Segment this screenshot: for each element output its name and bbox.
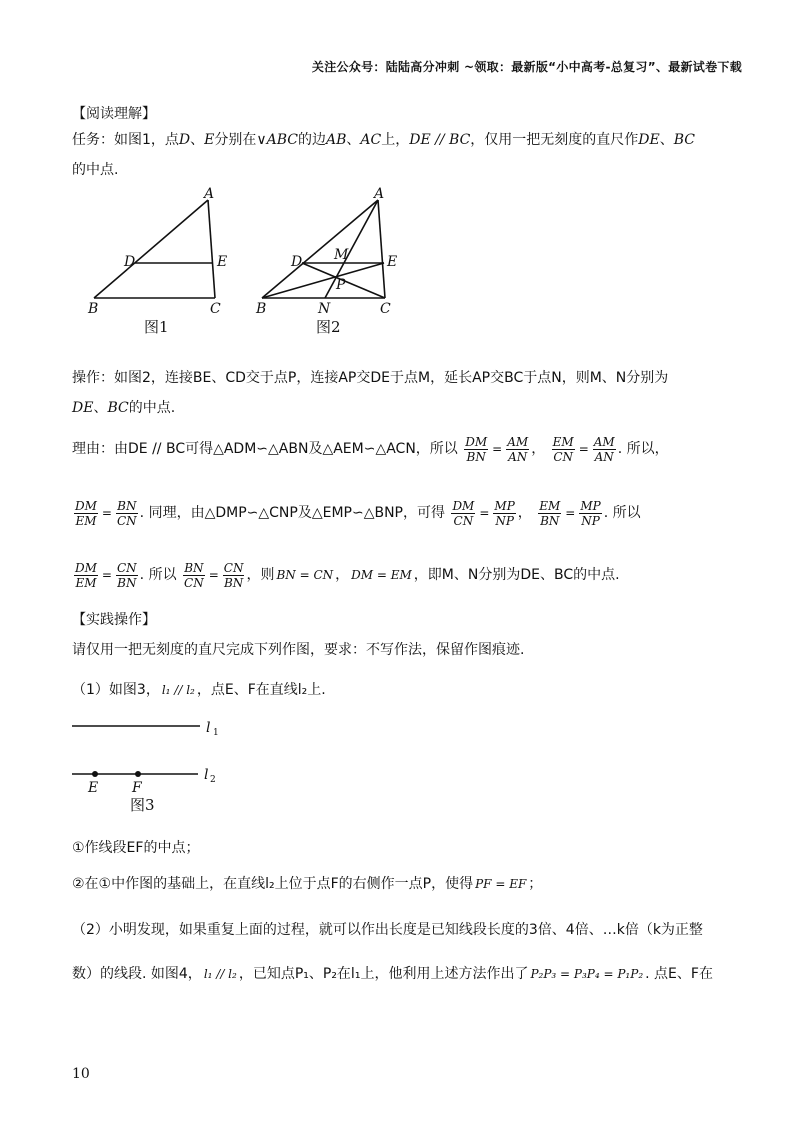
question-2-line-1: （2）小明发现，如果重复上面的过程，就可以作出长度是已知线段长度的3倍、4倍、…k倍（k为正整 — [72, 922, 703, 938]
fig3-label-l1: l — [206, 720, 211, 736]
figure-2 — [262, 200, 385, 298]
fig1-label-a: A — [204, 186, 215, 202]
page-number: 10 — [72, 1066, 90, 1082]
fig3-point-f — [135, 771, 141, 777]
step-2: ②在①中作图的基础上，在直线l₂上位于点F的右侧作一点P，使得 PF = EF ； — [72, 876, 543, 892]
fig3-point-e — [92, 771, 98, 777]
fig1-label-b: B — [88, 301, 99, 317]
task-line-1: 任务：如图1，点D、E分别在∨ABC的边AB、AC上，DE // BC，仅用一把无刻度的直尺作DE、BC — [72, 132, 696, 148]
figures-1-2 — [80, 186, 410, 336]
reason-line-2: $\frac{DM}{EM}$ = $\frac{BN}{CN}$ . 同理，由△DMP∽△CNP及△EMP∽△BNP，可得 $\frac{DM}{CN}$ = $\frac{MP}{NP}$ ， $\frac{EM}{BN}$ = $\frac{MP}{NP}$ . 所以 — [75, 498, 641, 528]
section-title-practice: 【实践操作】 — [72, 612, 156, 628]
fig3-caption: 图3 — [130, 796, 155, 814]
reason-line-1: 理由：由DE // BC可得△ADM∽△ABN及△AEM∽△ACN，所以 $\frac{DM}{BN}$ = $\frac{AM}{AN}$ ， $\frac{EM}{CN}$ = $\frac{AM}{AN}$ . 所以， — [72, 434, 669, 464]
fig2-caption: 图2 — [316, 318, 341, 336]
fig3-label-e: E — [88, 780, 99, 796]
fig2-label-d: D — [291, 254, 303, 270]
operation-line-1: 操作：如图2，连接BE、CD交于点P，连接AP交DE于点M，延长AP交BC于点N，则M、N分别为 — [72, 370, 669, 386]
fig2-label-e: E — [387, 254, 398, 270]
operation-line-2: DE、BC的中点. — [72, 400, 176, 416]
task-line-2: 的中点. — [72, 162, 119, 178]
fig3-label-f: F — [132, 780, 142, 796]
fig2-label-n: N — [318, 301, 331, 317]
fig2-label-a: A — [374, 186, 385, 202]
reason-line-3: $\frac{DM}{EM}$ = $\frac{CN}{BN}$ . 所以 $\frac{BN}{CN}$ = $\frac{CN}{BN}$ ，则 BN = CN ， DM = EM ，即M、N分别为DE、BC的中点. — [75, 560, 620, 590]
fig1-label-c: C — [210, 301, 221, 317]
fig2-label-b: B — [256, 301, 267, 317]
svg-text:2: 2 — [210, 775, 216, 785]
question-1: （1）如图3， l₁ // l₂ ，点E、F在直线l₂上. — [72, 682, 326, 698]
page-header: 关注公众号：陆陆高分冲刺 ~领取：最新版“小中高考-总复习”、最新试卷下载 — [311, 60, 742, 74]
figure-1 — [94, 200, 215, 298]
question-2-line-2: 数）的线段. 如图4， l₁ // l₂ ，已知点P₁、P₂在l₁上，他利用上述方法作出了 P₂P₃ = P₃P₄ = P₁P₂ . 点E、F在 — [72, 966, 713, 982]
section-title-reading: 【阅读理解】 — [72, 106, 156, 122]
fig1-label-e: E — [217, 254, 228, 270]
fig1-label-d: D — [124, 254, 136, 270]
fig2-label-m: M — [334, 247, 349, 263]
practice-intro: 请仅用一把无刻度的直尺完成下列作图，要求：不写作法，保留作图痕迹. — [72, 642, 525, 658]
svg-text:1: 1 — [213, 728, 219, 738]
fig2-label-c: C — [380, 301, 391, 317]
fig1-caption: 图1 — [144, 318, 169, 336]
fig3-label-l2: l — [204, 767, 209, 783]
figure-3 — [70, 712, 230, 816]
fig2-label-p: P — [336, 277, 346, 293]
step-1: ①作线段EF的中点； — [72, 840, 200, 856]
